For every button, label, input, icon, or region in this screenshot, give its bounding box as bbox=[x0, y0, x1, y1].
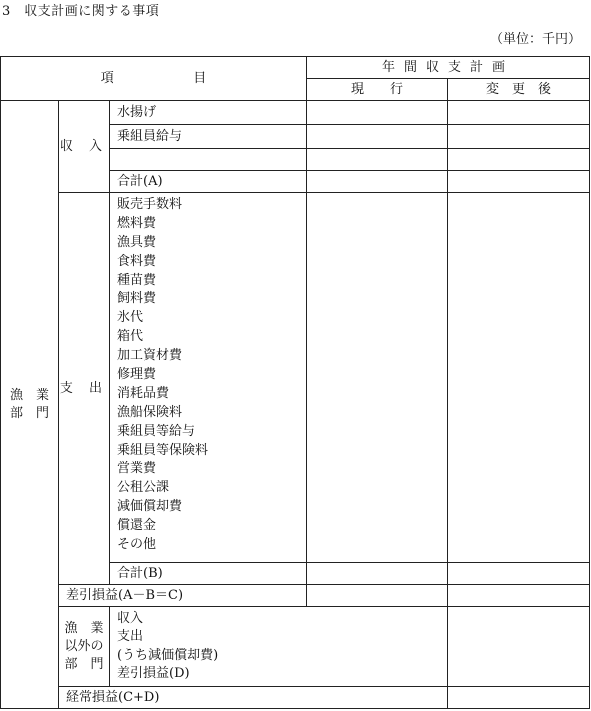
other-division-line3: 部 門 bbox=[64, 656, 104, 672]
other-division-item: (うち減価償却費) bbox=[117, 647, 219, 663]
expense-item: 燃料費 bbox=[117, 215, 157, 231]
after-value-cell bbox=[448, 171, 590, 193]
item-header-left: 項 bbox=[100, 70, 114, 86]
expense-item: 乗組員等給与 bbox=[117, 423, 196, 439]
expense-item-list bbox=[110, 193, 307, 563]
annual-plan-header: 年間収支計画 bbox=[307, 57, 590, 79]
expense-item: 種苗費 bbox=[117, 272, 157, 288]
other-division-line1: 漁 業 bbox=[64, 620, 104, 636]
expense-item: 修理費 bbox=[117, 367, 157, 383]
current-value-cell bbox=[307, 125, 448, 149]
expense-item: 飼料費 bbox=[117, 291, 157, 307]
fishery-division-label bbox=[1, 101, 59, 709]
income-item: 水揚げ bbox=[110, 101, 307, 125]
current-column-header: 現 行 bbox=[307, 79, 448, 101]
after-value-cell bbox=[448, 585, 590, 607]
expense-item: 販売手数料 bbox=[117, 197, 183, 212]
income-subtotal: 合計(A) bbox=[110, 171, 307, 193]
after-value-cell bbox=[448, 149, 590, 171]
expense-item: 減価償却費 bbox=[117, 499, 183, 515]
expense-item: 加工資材費 bbox=[117, 348, 183, 364]
fishery-balance: 差引損益(A－B＝C) bbox=[59, 585, 307, 607]
after-value-cell bbox=[448, 125, 590, 149]
expense-item: 償還金 bbox=[117, 518, 157, 534]
current-value-cell bbox=[448, 687, 590, 709]
expense-item: 箱代 bbox=[117, 329, 144, 345]
after-value-cell bbox=[448, 563, 590, 585]
expense-item: 食料費 bbox=[117, 253, 157, 269]
section-heading: 3 収支計画に関する事項 bbox=[2, 4, 160, 19]
ordinary-profit: 経常損益(C+D) bbox=[59, 687, 448, 709]
expense-subtotal: 合計(B) bbox=[110, 563, 307, 585]
item-header-right: 目 bbox=[193, 70, 207, 86]
other-division-label bbox=[59, 607, 110, 687]
other-division-item: 収入 bbox=[117, 610, 144, 626]
other-division-item: 支出 bbox=[117, 629, 144, 644]
income-item: 乗組員給与 bbox=[110, 125, 307, 149]
expense-item: その他 bbox=[117, 537, 157, 553]
current-value-cell bbox=[307, 101, 448, 125]
expense-item: 漁船保険料 bbox=[117, 404, 183, 420]
expense-item: 営業費 bbox=[117, 461, 157, 477]
income-expense-plan-table bbox=[0, 56, 590, 709]
current-value-cell bbox=[307, 563, 448, 585]
expense-item: 漁具費 bbox=[117, 234, 157, 250]
after-value-cell bbox=[448, 101, 590, 125]
other-division-items bbox=[110, 607, 448, 687]
expense-item: 氷代 bbox=[117, 310, 144, 326]
after-change-column-header: 変 更 後 bbox=[448, 79, 590, 101]
fishery-division-line2: 部 門 bbox=[9, 405, 49, 421]
current-value-cell bbox=[307, 193, 448, 563]
expense-item: 乗組員等保険料 bbox=[117, 442, 209, 458]
current-value-cell bbox=[448, 607, 590, 687]
item-header-cell bbox=[1, 57, 307, 101]
income-item-blank bbox=[110, 149, 307, 171]
unit-note: （単位：千円） bbox=[489, 32, 581, 47]
current-value-cell bbox=[307, 149, 448, 171]
expense-item: 公租公課 bbox=[117, 480, 170, 496]
current-value-cell bbox=[307, 585, 448, 607]
expense-label: 支 出 bbox=[59, 193, 110, 585]
income-label: 収 入 bbox=[59, 101, 110, 193]
current-value-cell bbox=[307, 171, 448, 193]
after-value-cell bbox=[448, 193, 590, 563]
expense-item: 消耗品費 bbox=[117, 385, 170, 401]
other-division-item: 差引損益(D) bbox=[117, 666, 190, 681]
fishery-division-line1: 漁 業 bbox=[9, 387, 49, 403]
other-division-line2: 以外の bbox=[64, 638, 104, 654]
